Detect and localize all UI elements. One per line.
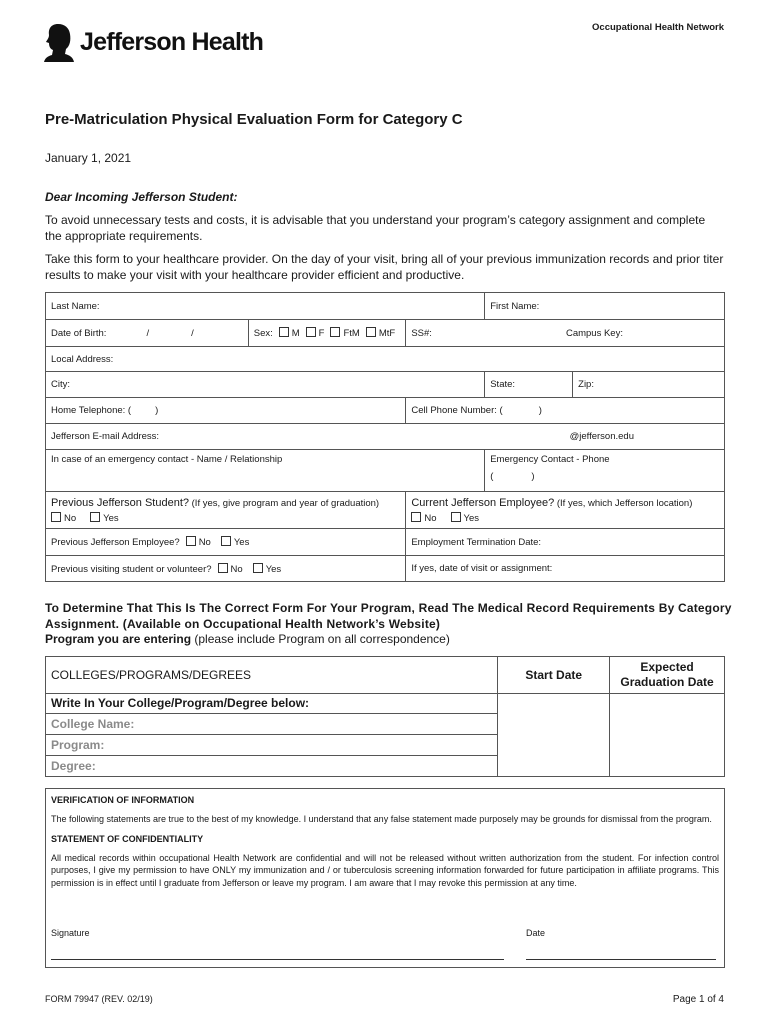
degree-field[interactable]: Degree: (51, 759, 96, 773)
determine-instructions: To Determine That This Is The Correct Form For Your Program, Read The Medical Record Requirements By Category Assignment. (Available on Occupational Health Network’s Website) (45, 601, 732, 631)
first-name-field[interactable]: First Name: (485, 293, 725, 320)
form-number: FORM 79947 (REV. 02/19) (45, 994, 153, 1004)
prev-student-yes-checkbox[interactable] (90, 512, 100, 522)
dob-field[interactable]: Date of Birth: / / (46, 320, 249, 347)
college-name-field[interactable]: College Name: (46, 714, 497, 735)
sex-f-checkbox[interactable] (306, 327, 316, 337)
ss-campus-field[interactable]: SS#: Campus Key: (406, 320, 725, 347)
last-name-field[interactable]: Last Name: (46, 293, 485, 320)
prev-employee-no-checkbox[interactable] (186, 536, 196, 546)
previous-employee-field: Previous Jefferson Employee? No Yes (46, 529, 406, 556)
graduation-date-header: Expected Graduation Date (610, 657, 725, 694)
sex-field: Sex: M F FtM MtF (248, 320, 406, 347)
colleges-header: COLLEGES/PROGRAMS/DEGREES (46, 657, 498, 694)
jefferson-health-logo (44, 22, 263, 62)
programs-table (45, 656, 725, 777)
program-field[interactable]: Program: (46, 735, 497, 756)
logo-text: Jefferson Health (80, 27, 264, 56)
page-number: Page 1 of 4 (672, 994, 724, 1005)
local-address-field[interactable]: Local Address: (46, 347, 725, 372)
verification-box (45, 788, 725, 968)
sex-m-checkbox[interactable] (279, 327, 289, 337)
date-line[interactable] (526, 959, 716, 960)
confidentiality-heading: STATEMENT OF CONFIDENTIALITY (51, 834, 204, 844)
signature-line[interactable] (51, 959, 504, 960)
intro-paragraph-1: To avoid unnecessary tests and costs, it is advisable that you understand your program’s category assignment and complete the appropriate requirements. (45, 213, 706, 243)
previous-student-field: Previous Jefferson Student? (If yes, give program and year of graduation) No Yes (46, 492, 406, 529)
visit-date-field[interactable]: If yes, date of visit or assignment: (406, 556, 725, 582)
current-employee-field: Current Jefferson Employee? (If yes, which Jefferson location) No Yes (406, 492, 725, 529)
curr-employee-no-checkbox[interactable] (411, 512, 421, 522)
termination-date-field[interactable]: Employment Termination Date: (406, 529, 725, 556)
program-heading: Program you are entering (please include Program on all correspondence) (45, 632, 450, 646)
zip-field[interactable]: Zip: (573, 372, 725, 398)
verification-heading: VERIFICATION OF INFORMATION (51, 795, 195, 805)
network-name: Occupational Health Network (592, 22, 724, 33)
date-label: Date (526, 928, 546, 938)
start-date-field[interactable] (498, 694, 610, 777)
email-field[interactable]: Jefferson E-mail Address: @jefferson.edu (46, 424, 725, 450)
sex-ftm-checkbox[interactable] (330, 327, 340, 337)
prev-visiting-yes-checkbox[interactable] (253, 563, 263, 573)
previous-visiting-field: Previous visiting student or volunteer? No Yes (46, 556, 406, 582)
graduation-date-field[interactable] (610, 694, 725, 777)
personal-info-table (45, 292, 725, 582)
prev-student-no-checkbox[interactable] (51, 512, 61, 522)
start-date-header: Start Date (498, 657, 610, 694)
signature-label: Signature (51, 928, 90, 938)
greeting: Dear Incoming Jefferson Student: (45, 190, 238, 204)
program-write-in: Write In Your College/Program/Degree below: College Name: Program: Degree: (46, 694, 498, 777)
letter-date: January 1, 2021 (45, 151, 132, 165)
emergency-contact-field[interactable]: In case of an emergency contact - Name / Relationship (46, 450, 485, 492)
cell-phone-field[interactable]: Cell Phone Number: ( ) (406, 398, 725, 424)
confidentiality-text: All medical records within occupational Health Network are confidential and will not be released without written authorization from the student. For infection control purposes, I give my permission to have ONLY my immunization and / or tuberculosis screening information forwarded for future participation in affiliate programs. This permission is in effect until I graduate from Jefferson or leave my program. I am aware that I may revoke this permission at any time. (51, 852, 719, 888)
intro-paragraph-2: Take this form to your healthcare provider. On the day of your visit, bring all of your previous immunization records and prior titer results to make your visit with your healthcare provider efficient and productive. (45, 252, 724, 282)
page-title: Pre-Matriculation Physical Evaluation Form for Category C (45, 111, 463, 128)
state-field[interactable]: State: (485, 372, 573, 398)
jefferson-silhouette-icon (44, 22, 74, 62)
prev-visiting-no-checkbox[interactable] (218, 563, 228, 573)
city-field[interactable]: City: (46, 372, 485, 398)
sex-mtf-checkbox[interactable] (366, 327, 376, 337)
emergency-phone-field[interactable]: Emergency Contact - Phone ( ) (485, 450, 725, 492)
home-phone-field[interactable]: Home Telephone: ( ) (46, 398, 406, 424)
curr-employee-yes-checkbox[interactable] (451, 512, 461, 522)
verification-text: The following statements are true to the best of my knowledge. I understand that any false statement made purposely may be grounds for dismissal from the program. (51, 813, 712, 824)
prev-employee-yes-checkbox[interactable] (221, 536, 231, 546)
